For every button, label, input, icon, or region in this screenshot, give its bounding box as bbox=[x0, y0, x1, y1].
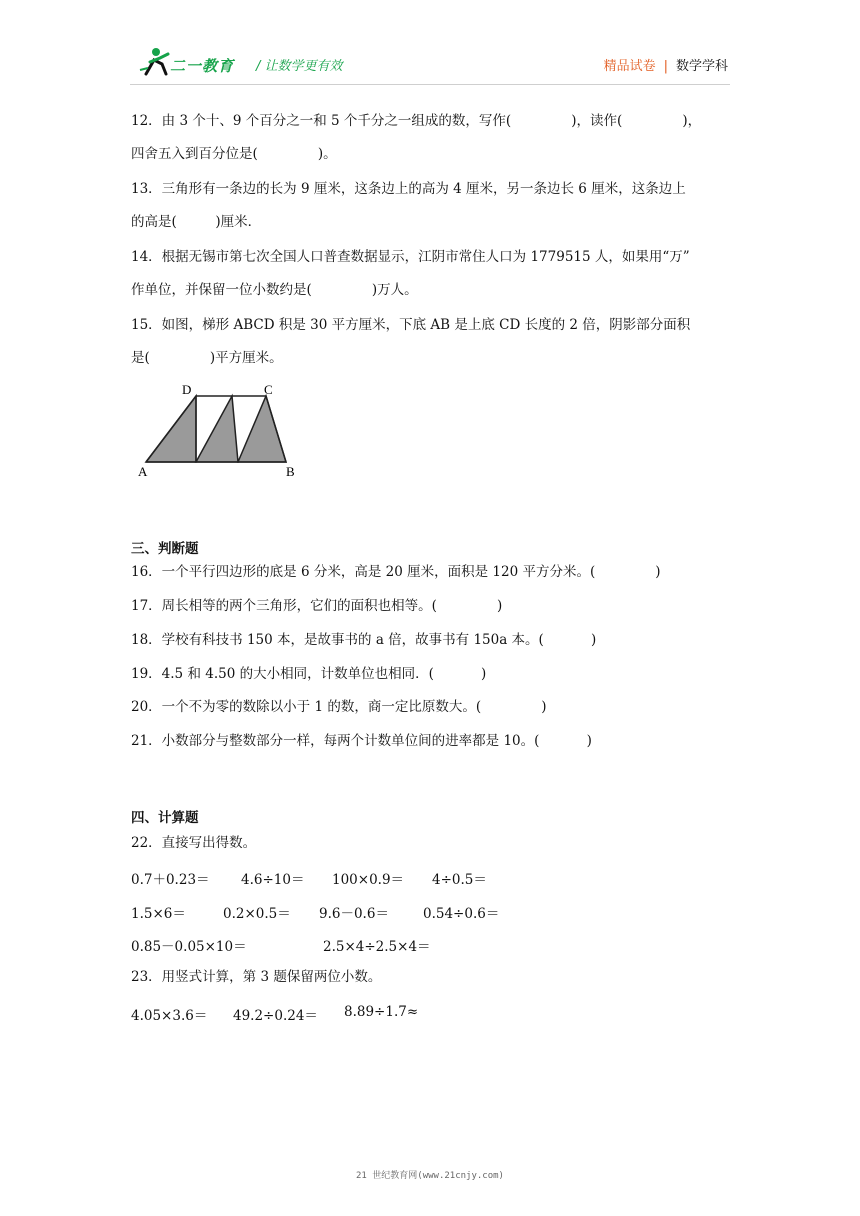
question-20: 20．一个不为零的数除以小于 1 的数，商一定比原数大。( ) bbox=[131, 699, 547, 715]
page-footer: 21 世纪教育网(www.21cnjy.com) bbox=[356, 1171, 504, 1181]
label-a: A bbox=[138, 464, 148, 479]
question-23: 23．用竖式计算，第 3 题保留两位小数。 bbox=[131, 969, 382, 985]
question-22: 22．直接写出得数。 bbox=[131, 835, 257, 851]
question-13-line1: 13．三角形有一条边的长为 9 厘米，这条边上的高为 4 厘米，另一条边长 6 厘米，这条边上 bbox=[131, 181, 686, 197]
calc-item: 9.6－0.6＝ bbox=[319, 906, 389, 922]
logo-text: 二一教育 bbox=[170, 57, 235, 75]
section-4-title: 四、计算题 bbox=[131, 810, 199, 826]
question-15-line1: 15．如图，梯形 ABCD 积是 30 平方厘米，下底 AB 是上底 CD 长度的 2 倍，阴影部分面积 bbox=[131, 317, 691, 333]
calc-item: 49.2÷0.24＝ bbox=[233, 1008, 318, 1024]
header-right bbox=[604, 55, 728, 74]
question-15-line2: 是( )平方厘米。 bbox=[131, 350, 283, 366]
shaded-triangle-right bbox=[238, 396, 286, 462]
question-14-line2: 作单位，并保留一位小数约是( )万人。 bbox=[131, 282, 418, 298]
calc-item: 0.54÷0.6＝ bbox=[423, 906, 500, 922]
calc-item: 8.89÷1.7≈ bbox=[344, 1004, 419, 1020]
calc-item: 0.85－0.05×10＝ bbox=[131, 939, 247, 955]
calc-item: 0.7＋0.23＝ bbox=[131, 872, 210, 888]
section-3-title: 三、判断题 bbox=[131, 541, 199, 557]
question-17: 17．周长相等的两个三角形，它们的面积也相等。( ) bbox=[131, 598, 503, 614]
calc-item: 4÷0.5＝ bbox=[432, 872, 487, 888]
question-18: 18．学校有科技书 150 本，是故事书的 a 倍，故事书有 150a 本。( ) bbox=[131, 632, 597, 648]
question-21: 21．小数部分与整数部分一样，每两个计数单位间的进率都是 10。( ) bbox=[131, 733, 592, 749]
label-d: D bbox=[182, 382, 192, 397]
calc-item: 0.2×0.5＝ bbox=[223, 906, 291, 922]
page-header bbox=[0, 0, 860, 90]
slogan: / 让数学更有效 bbox=[256, 59, 343, 74]
calc-item: 2.5×4÷2.5×4＝ bbox=[323, 939, 431, 955]
calc-item: 1.5×6＝ bbox=[131, 906, 186, 922]
question-12-line2: 四舍五入到百分位是( )。 bbox=[131, 146, 337, 162]
subject-label: 数学学科 bbox=[675, 59, 728, 74]
header-divider bbox=[130, 84, 730, 85]
question-12-line1: 12．由 3 个十、9 个百分之一和 5 个千分之一组成的数，写作( )，读作( )， bbox=[131, 113, 702, 129]
shaded-triangle-middle bbox=[196, 396, 238, 462]
brand-label: 精品试卷 bbox=[603, 59, 656, 74]
calc-item: 4.6÷10＝ bbox=[241, 872, 305, 888]
label-c: C bbox=[264, 382, 273, 397]
header-separator: | bbox=[663, 59, 668, 74]
label-b: B bbox=[286, 464, 295, 479]
calc-item: 100×0.9＝ bbox=[332, 872, 405, 888]
question-13-line2: 的高是( )厘米． bbox=[131, 214, 262, 230]
trapezoid-figure bbox=[134, 378, 304, 482]
question-19: 19．4.5 和 4.50 的大小相同，计数单位也相同．( ) bbox=[131, 666, 487, 682]
calc-item: 4.05×3.6＝ bbox=[131, 1008, 208, 1024]
question-16: 16．一个平行四边形的底是 6 分米，高是 20 厘米，面积是 120 平方分米。( ) bbox=[131, 564, 661, 580]
question-14-line1: 14．根据无锡市第七次全国人口普查数据显示，江阴市常住人口为 1779515 人，如果用“万” bbox=[131, 249, 690, 265]
